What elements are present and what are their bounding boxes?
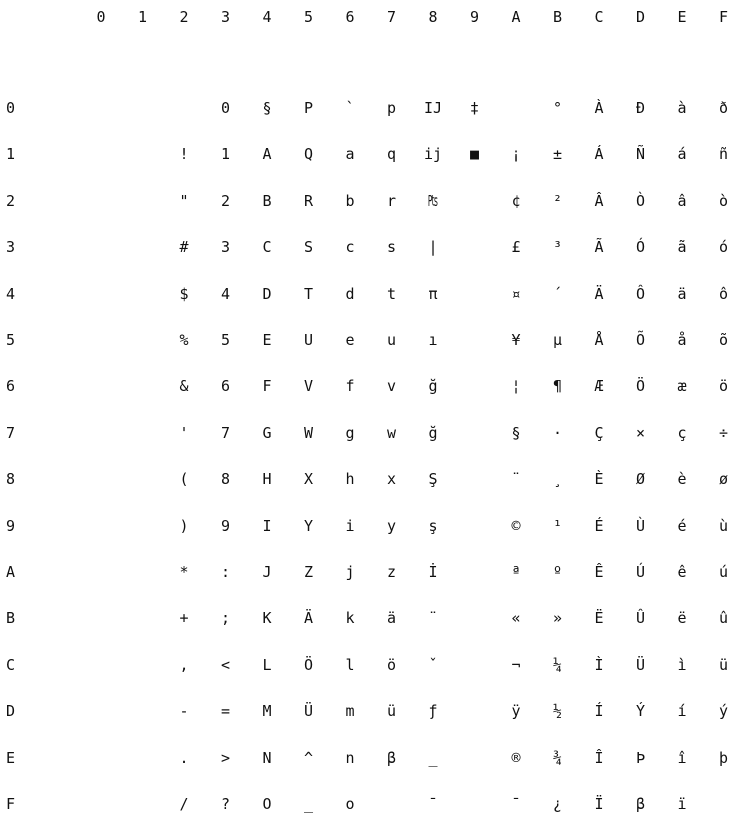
character-cell: ì [677,655,687,674]
character-cell: æ [677,377,687,396]
character-cell [86,96,116,120]
character-cell: π [428,284,438,303]
character-cell [169,96,199,120]
character-cell: ü [386,702,397,721]
row-header: 9 [6,516,16,535]
character-cell: M [262,702,272,721]
character-cell: é [677,516,687,535]
character-cell: 3 [220,238,231,257]
character-cell: Ü [303,702,314,721]
character-cell: K [262,609,272,628]
row-header: F [6,795,16,813]
character-cell: ¬ [511,655,521,674]
character-cell: © [511,516,521,535]
character-cell: Á [594,145,604,164]
character-cell: & [179,377,189,396]
character-cell: β [635,795,646,813]
character-cell [86,792,116,816]
character-cell: b [345,191,355,210]
character-cell: 5 [220,331,231,349]
character-cell: % [179,331,189,349]
character-cell: ÿ [511,702,521,721]
character-cell [460,467,490,491]
character-cell: É [594,516,604,535]
character-cell: ij [423,145,443,164]
character-cell: Â [594,191,604,210]
character-cell: ù [718,516,729,535]
column-header: 3 [220,8,231,26]
character-cell: ■ [469,145,480,164]
character-cell: L [262,655,272,674]
character-cell: ý [718,702,729,721]
character-cell: 6 [220,377,231,396]
character-cell: ä [677,284,687,303]
character-cell: í [677,702,687,721]
character-cell: A [262,145,272,164]
row-header: 0 [6,99,16,117]
character-cell [128,514,158,538]
character-cell: £ [511,238,521,257]
character-cell: e [345,331,355,349]
character-cell: Ø [635,470,646,489]
character-cell: H [262,470,272,489]
row-header: A [6,563,16,581]
character-cell: À [594,99,604,117]
column-header: D [635,8,646,26]
character-cell: Ç [594,423,604,442]
character-cell: , [179,655,189,674]
character-cell: ë [677,609,687,628]
character-cell: J [262,563,272,581]
row-header: D [6,702,16,721]
character-cell: ø [718,470,729,489]
character-cell [460,421,490,445]
character-cell: è [677,470,687,489]
character-cell [460,606,490,630]
row-header: C [6,655,16,674]
character-cell: 1 [220,145,231,164]
column-header: 0 [96,8,106,26]
row-header: B [6,609,16,628]
column-header: F [718,8,729,26]
character-cell [377,792,407,816]
character-cell: Þ [635,748,646,767]
character-cell: ƒ [428,702,438,721]
character-cell: 4 [220,284,231,303]
character-cell: I [262,516,272,535]
character-cell: Î [594,748,604,767]
character-cell: W [303,423,314,442]
row-header: 8 [6,470,16,489]
character-cell: * [179,563,189,581]
character-cell [128,467,158,491]
character-cell: 9 [220,516,231,535]
character-cell: ‡ [469,99,480,117]
character-cell: o [345,795,355,813]
character-cell: Û [635,609,646,628]
character-cell: x [386,470,397,489]
character-cell [128,699,158,723]
character-cell: Ä [594,284,604,303]
character-cell: g [345,423,355,442]
character-cell: t [386,284,397,303]
character-cell: U [303,331,314,349]
character-cell: ¦ [511,377,521,396]
character-cell: ¯ [428,795,438,813]
character-cell [460,514,490,538]
row-header: 3 [6,238,16,257]
character-cell: ¯ [511,795,521,813]
character-cell: û [718,609,729,628]
character-cell [128,282,158,306]
character-cell: ¿ [552,795,563,813]
column-header: C [594,8,604,26]
character-cell: N [262,748,272,767]
character-cell: - [179,702,189,721]
character-cell: 8 [220,470,231,489]
character-cell: Ò [635,191,646,210]
character-cell [460,235,490,259]
column-header: 4 [262,8,272,26]
character-cell [460,282,490,306]
character-cell: ş [428,516,438,535]
character-cell: Y [303,516,314,535]
column-header: A [511,8,521,26]
character-cell: m [345,702,355,721]
character-cell: _ [303,795,314,813]
character-cell: / [179,795,189,813]
character-cell: å [677,331,687,349]
character-cell: : [220,563,231,581]
character-cell: Ü [635,655,646,674]
character-cell [460,328,490,352]
row-header: 5 [6,331,16,349]
character-cell: Q [303,145,314,164]
character-cell: þ [718,748,729,767]
character-cell: ° [552,99,563,117]
character-cell: Ä [303,609,314,628]
character-cell: X [303,470,314,489]
character-cell: G [262,423,272,442]
character-cell [86,699,116,723]
character-cell: . [179,748,189,767]
character-cell: ¥ [511,331,521,349]
character-cell [460,189,490,213]
character-cell: l [345,655,355,674]
character-cell: § [511,423,521,442]
character-cell: ü [718,655,729,674]
character-cell: # [179,238,189,257]
character-cell [460,374,490,398]
character-cell [128,653,158,677]
character-cell: O [262,795,272,813]
character-cell [86,560,116,584]
character-cell: ¤ [511,284,521,303]
character-cell [128,235,158,259]
character-cell: Ô [635,284,646,303]
character-cell: u [386,331,397,349]
character-cell: Ý [635,702,646,721]
character-cell [128,746,158,770]
character-cell: ² [552,191,563,210]
character-cell: ç [677,423,687,442]
character-cell [86,235,116,259]
character-cell [128,560,158,584]
character-cell: Õ [635,331,646,349]
character-cell: β [386,748,397,767]
character-cell: ₧ [428,191,438,210]
character-cell: a [345,145,355,164]
character-cell: v [386,377,397,396]
character-cell: ® [511,748,521,767]
character-cell [460,792,490,816]
character-cell: ! [179,145,189,164]
character-cell: È [594,470,604,489]
column-header: 1 [137,8,148,26]
character-cell: â [677,191,687,210]
character-cell: ¼ [552,655,563,674]
character-cell: Ê [594,563,604,581]
character-cell: E [262,331,272,349]
character-cell [128,189,158,213]
character-cell: F [262,377,272,396]
character-cell: Ã [594,238,604,257]
character-cell [460,746,490,770]
row-header: 4 [6,284,16,303]
character-cell: ï [677,795,687,813]
character-cell: ½ [552,702,563,721]
column-header: 8 [428,8,438,26]
character-cell: Ö [635,377,646,396]
character-cell: $ [179,284,189,303]
character-cell: Í [594,702,604,721]
character-cell: 7 [220,423,231,442]
column-header: B [552,8,563,26]
character-cell [86,746,116,770]
character-cell: ; [220,609,231,628]
character-cell: 2 [220,191,231,210]
character-cell [501,96,531,120]
character-cell: B [262,191,272,210]
character-cell: " [179,191,189,210]
character-cell: P [303,99,314,117]
character-cell: ò [718,191,729,210]
character-cell: ' [179,423,189,442]
character-cell [128,374,158,398]
column-header: 2 [179,8,189,26]
character-cell: d [345,284,355,303]
character-cell [460,699,490,723]
character-cell: = [220,702,231,721]
character-cell: ³ [552,238,563,257]
row-header: 7 [6,423,16,442]
character-cell [86,653,116,677]
character-cell: q [386,145,397,164]
character-cell: ` [345,99,355,117]
character-cell: c [345,238,355,257]
character-cell: + [179,609,189,628]
character-cell: Đ [635,99,646,117]
character-cell: ğ [428,377,438,396]
character-cell [86,421,116,445]
character-cell: ˇ [428,655,438,674]
character-cell [128,792,158,816]
character-cell: S [303,238,314,257]
character-cell: ı [428,331,438,349]
character-cell: Ó [635,238,646,257]
character-cell: V [303,377,314,396]
character-cell: ¾ [552,748,563,767]
character-cell: ¨ [511,470,521,489]
character-cell: Ö [303,655,314,674]
character-cell: > [220,748,231,767]
character-cell: z [386,563,397,581]
character-cell: î [677,748,687,767]
character-cell: D [262,284,272,303]
character-cell [460,653,490,677]
column-header: 6 [345,8,355,26]
character-cell: ± [552,145,563,164]
character-cell: ? [220,795,231,813]
character-cell: n [345,748,355,767]
character-cell: º [552,563,563,581]
character-cell: ´ [552,284,563,303]
character-cell: i [345,516,355,535]
character-cell [86,467,116,491]
character-cell: Ú [635,563,646,581]
character-cell: _ [428,748,438,767]
character-cell: § [262,99,272,117]
character-cell: Z [303,563,314,581]
character-cell: R [303,191,314,210]
column-header: 5 [303,8,314,26]
character-cell [86,282,116,306]
character-cell [86,189,116,213]
character-cell: ó [718,238,729,257]
character-cell [128,606,158,630]
character-cell: ¨ [428,609,438,628]
character-cell [86,514,116,538]
character-cell [86,606,116,630]
column-header: 7 [386,8,397,26]
character-cell: ÷ [718,423,729,442]
character-cell: Ù [635,516,646,535]
character-cell: « [511,609,521,628]
character-cell [128,328,158,352]
character-cell: ð [718,99,729,117]
character-cell: Æ [594,377,604,396]
character-cell: 0 [220,99,231,117]
character-cell: s [386,238,397,257]
character-cell: ) [179,516,189,535]
character-cell [128,96,158,120]
column-header: E [677,8,687,26]
character-cell: Ş [428,470,438,489]
character-cell: < [220,655,231,674]
character-cell [86,328,116,352]
character-cell: Ñ [635,145,646,164]
column-header: 9 [469,8,480,26]
character-cell: h [345,470,355,489]
character-cell: » [552,609,563,628]
character-cell: Ï [594,795,604,813]
character-cell: Ì [594,655,604,674]
row-header: E [6,748,16,767]
character-cell: y [386,516,397,535]
character-cell: ¢ [511,191,521,210]
character-cell: ê [677,563,687,581]
row-header: 2 [6,191,16,210]
character-cell: à [677,99,687,117]
character-cell: õ [718,331,729,349]
character-cell: ¶ [552,377,563,396]
character-cell [86,374,116,398]
character-cell [128,142,158,166]
character-cell: ^ [303,748,314,767]
character-cell: C [262,238,272,257]
character-cell: | [428,238,438,257]
character-cell: ¹ [552,516,563,535]
character-cell: T [303,284,314,303]
character-cell: ( [179,470,189,489]
character-cell: j [345,563,355,581]
character-cell: µ [552,331,563,349]
character-cell [128,421,158,445]
character-cell: ¸ [552,470,563,489]
character-cell: İ [428,563,438,581]
character-cell [460,560,490,584]
character-cell: r [386,191,397,210]
character-cell: ª [511,563,521,581]
character-cell: × [635,423,646,442]
character-cell: á [677,145,687,164]
character-cell: Ë [594,609,604,628]
character-cell: w [386,423,397,442]
character-cell: Å [594,331,604,349]
character-cell [86,142,116,166]
character-cell: ¡ [511,145,521,164]
character-cell: f [345,377,355,396]
character-cell: ã [677,238,687,257]
character-cell: ö [718,377,729,396]
character-cell: ğ [428,423,438,442]
character-cell: ô [718,284,729,303]
character-cell: ú [718,563,729,581]
character-cell: p [386,99,397,117]
character-cell: ñ [718,145,729,164]
character-cell: · [552,423,563,442]
character-cell: ä [386,609,397,628]
character-cell: k [345,609,355,628]
character-cell: ö [386,655,397,674]
character-cell: IJ [423,99,443,117]
character-cell [709,792,739,816]
row-header: 6 [6,377,16,396]
row-header: 1 [6,145,16,164]
